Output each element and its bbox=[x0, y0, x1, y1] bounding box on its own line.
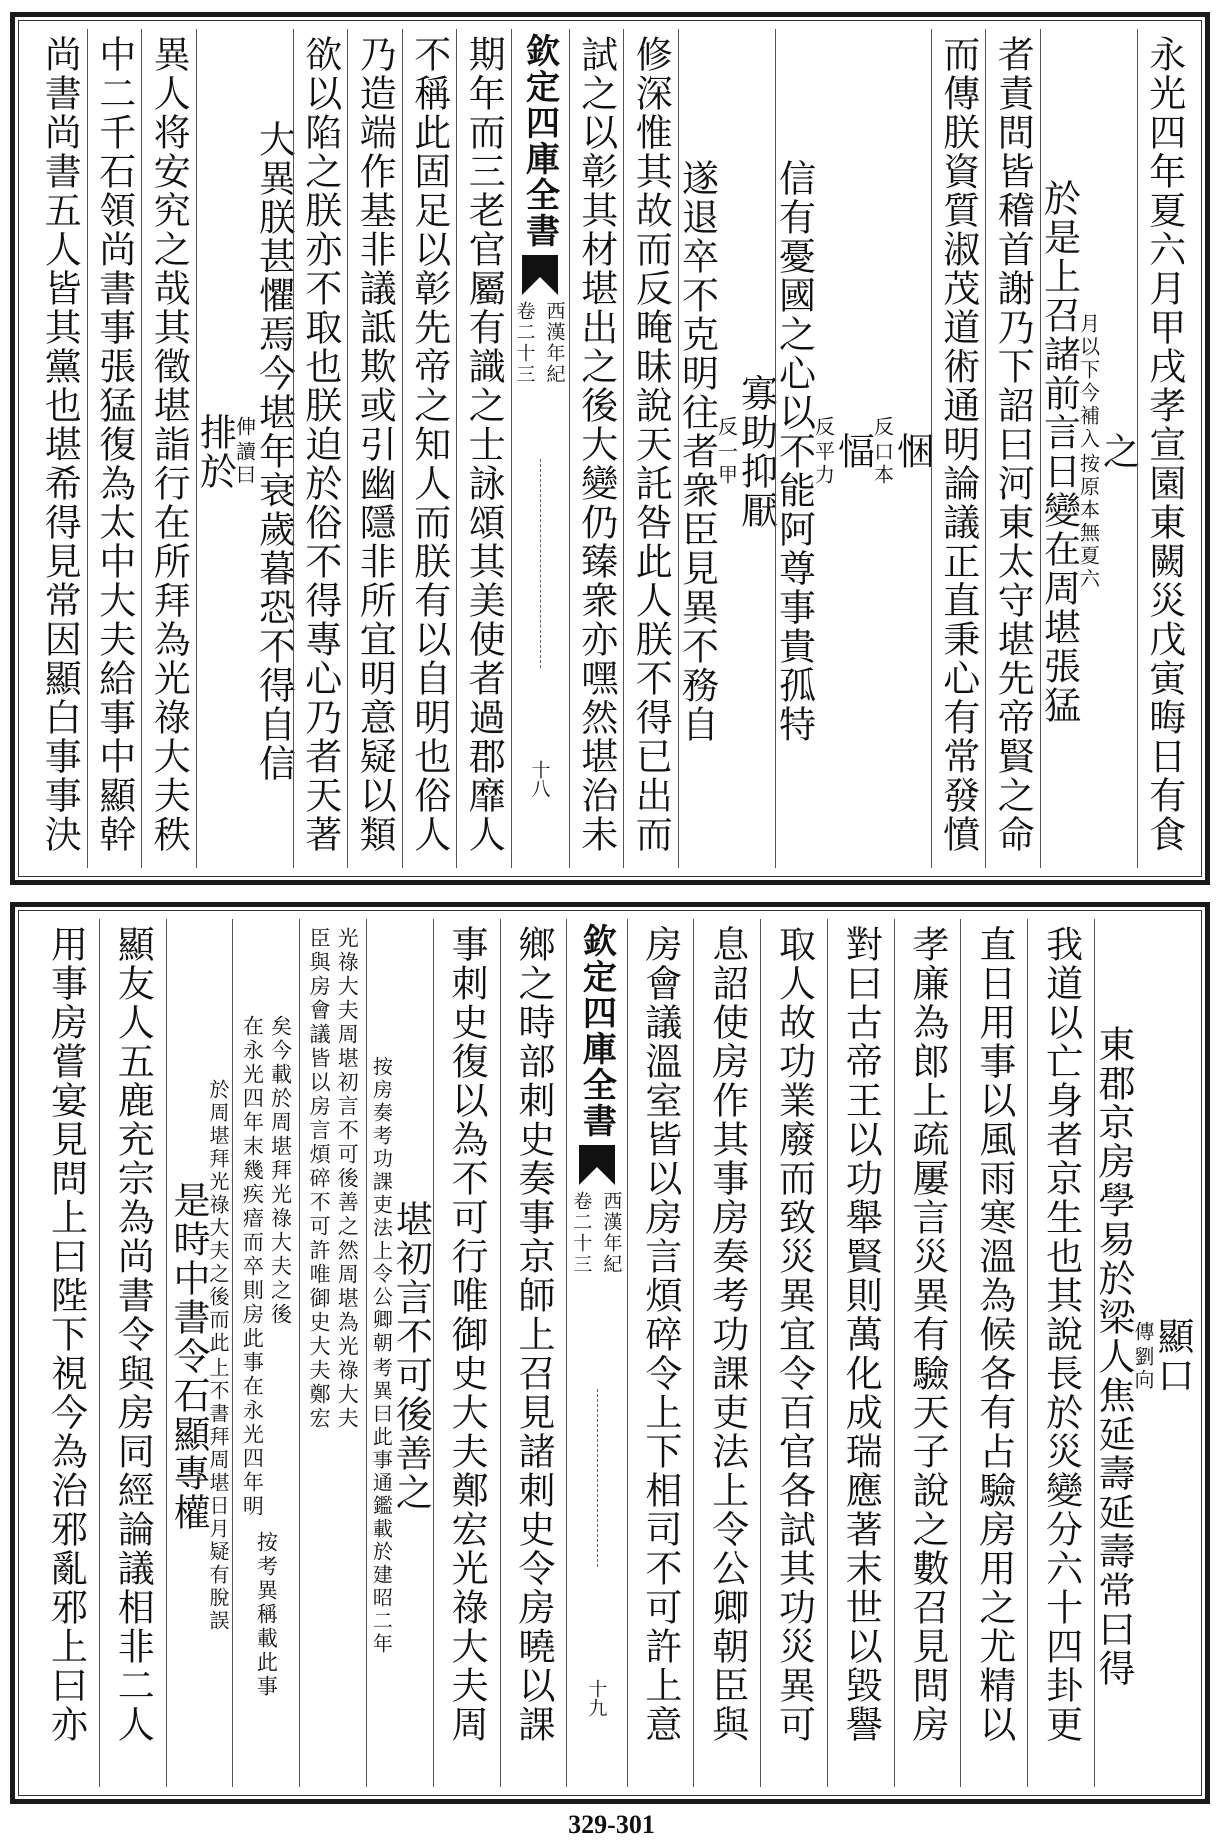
folio-number: 十八 bbox=[528, 760, 551, 798]
center-fold-column bbox=[566, 919, 626, 1787]
text-column: 顯友人五鹿充宗為尚書令與房同經論議相非二人 bbox=[99, 919, 166, 1787]
text-column: 欲以陷之朕亦不取也朕迫於俗不得專心乃者天著 bbox=[293, 29, 348, 868]
text-column: 試之以彰其材堪出之後大變仍臻衆亦嘿然堪治未 bbox=[569, 29, 624, 868]
column-text: 大異朕甚懼焉今堪年衰歲暮恐不得自信 bbox=[252, 120, 296, 783]
column-text: 之 bbox=[1096, 432, 1140, 471]
column-text: 信有憂國之心以不能阿尊事貴孤特 bbox=[772, 159, 816, 744]
folio-number: 十九 bbox=[585, 1679, 608, 1717]
bottom-page-frame bbox=[10, 902, 1210, 1804]
column-text: 顯口 bbox=[1151, 1317, 1194, 1395]
text-column bbox=[675, 29, 778, 868]
center-fold-column bbox=[511, 29, 569, 868]
fold-rule bbox=[540, 459, 541, 668]
text-column: 孝廉為郎上疏屢言災異有驗天子說之數召見問房 bbox=[894, 919, 961, 1787]
text-column: 異人将安究之哉其徵堪詣行在所拜為光祿大夫秩 bbox=[141, 29, 196, 868]
page-number: 329-301 bbox=[568, 1810, 655, 1839]
text-column: 尚書尚書五人皆其黨也堪希得見常因顯白事事決 bbox=[38, 35, 82, 854]
text-column: 永光四年夏六月甲戌孝宣園東闕災戊寅晦日有食 bbox=[1137, 29, 1192, 868]
text-column: 房會議溫室皆以房言煩碎令上下相司不可許上意 bbox=[627, 919, 694, 1787]
column-text: 於是上召諸前言日變在周堪張猛 bbox=[1037, 178, 1081, 725]
text-column: 修深惟其故而反晻昧說天託咎此人朕不得已出而 bbox=[623, 29, 678, 868]
text-column: 對曰古帝王以功舉賢則萬化成瑞應著末世以毀譽 bbox=[827, 919, 894, 1787]
fishtail-icon bbox=[579, 1145, 615, 1185]
text-column: 而傳朕資質淑茂道術通明論議正直秉心有常發憤 bbox=[931, 29, 986, 868]
annotation-note: 一甲 反 bbox=[714, 416, 739, 487]
column-text: 排於 bbox=[193, 412, 237, 491]
annotation-note: 劉向 傳 bbox=[1131, 1320, 1155, 1392]
text-column: 用事房嘗宴見問上曰陛下視今為治邪亂邪上曰亦 bbox=[44, 925, 88, 1744]
text-column: 取人故功業廢而致災異宜令百官各試其功災異可 bbox=[760, 919, 827, 1787]
column-text: 遂退卒不克明往者衆臣見異不務自 bbox=[675, 159, 719, 744]
column-text: 堪初言不可後善之 bbox=[389, 1200, 433, 1512]
text-column bbox=[166, 919, 233, 1787]
text-column: 鄉之時部刺史奏事京師上召見諸刺史令房曉以課 bbox=[500, 919, 567, 1787]
text-column bbox=[366, 919, 433, 1787]
fold-rule bbox=[597, 1389, 598, 1567]
annotation-note: 矣今載於周堪拜光祿大夫之後 在永光四年末幾疾瘖而卒則房此事在永光四年明 按考異稱載此事 bbox=[240, 1015, 293, 1699]
annotation-note: 平力 反 bbox=[811, 416, 836, 487]
note-column bbox=[232, 919, 299, 1787]
text-column bbox=[1092, 919, 1194, 1787]
column-text: 寡助抑厭 bbox=[734, 373, 778, 530]
text-column bbox=[193, 29, 296, 868]
annotation-note: 讀曰 伸 bbox=[232, 416, 257, 487]
annotation-note: 光祿大夫周堪初言不可後善之然周堪為光祿大夫 臣與房會議皆以房言煩碎不可許唯御史大夫鄭宏 bbox=[307, 927, 360, 1431]
book-title: 欽定四庫全書 bbox=[576, 923, 617, 1139]
column-text: 愊 bbox=[831, 432, 875, 471]
annotation-note: 按原本無夏六 月以下今補入 bbox=[1076, 312, 1101, 591]
text-column: 不稱此固足以彰先帝之知人而朕有以自明也俗人 bbox=[402, 29, 457, 868]
text-column bbox=[1037, 29, 1140, 868]
top-page-frame bbox=[10, 12, 1210, 885]
fishtail-icon bbox=[522, 255, 558, 295]
volume-label: 西漢年紀 卷二十三 bbox=[570, 1191, 623, 1275]
note-column bbox=[299, 919, 366, 1787]
text-column: 乃造端作基非議詆欺或引幽隱非所宜明意疑以類 bbox=[347, 29, 402, 868]
text-column: 直日用事以風雨寒溫為候各有占驗房用之尤精以 bbox=[960, 919, 1027, 1787]
text-column: 中二千石領尚書事張猛復為太中大夫給事中顯幹 bbox=[87, 29, 142, 868]
text-column: 事刺史復以為不可行唯御史大夫鄭宏光祿大夫周 bbox=[433, 919, 500, 1787]
text-column bbox=[772, 29, 934, 868]
text-column: 我道以亡身者京生也其說長於災變分六十四卦更 bbox=[1027, 919, 1094, 1787]
book-title: 欽定四庫全書 bbox=[519, 33, 560, 249]
column-text: 悃 bbox=[890, 432, 934, 471]
annotation-note: 口本 反 bbox=[870, 416, 895, 487]
annotation-note: 考異曰此事通鑑載於建昭二年 按房奏考功課吏法上令公卿朝 bbox=[369, 1056, 394, 1656]
text-column: 者責問皆稽首謝乃下詔曰河東太守堪先帝賢之命 bbox=[985, 29, 1040, 868]
column-text: 東郡京房學易於梁人焦延壽延壽常曰得 bbox=[1092, 1024, 1135, 1688]
text-column: 期年而三老官屬有識之士詠頌其美使者過郡靡人 bbox=[456, 29, 511, 868]
volume-label: 西漢年紀 卷二十三 bbox=[513, 301, 566, 385]
text-column: 息詔使房作其事房奏考功課吏法上令公卿朝臣與 bbox=[693, 919, 760, 1787]
annotation-note: 上不書拜周堪日月疑有脫誤 於周堪拜光祿大夫之後而此 bbox=[206, 1079, 231, 1633]
column-text: 是時中書令石顯專權 bbox=[167, 1180, 211, 1532]
